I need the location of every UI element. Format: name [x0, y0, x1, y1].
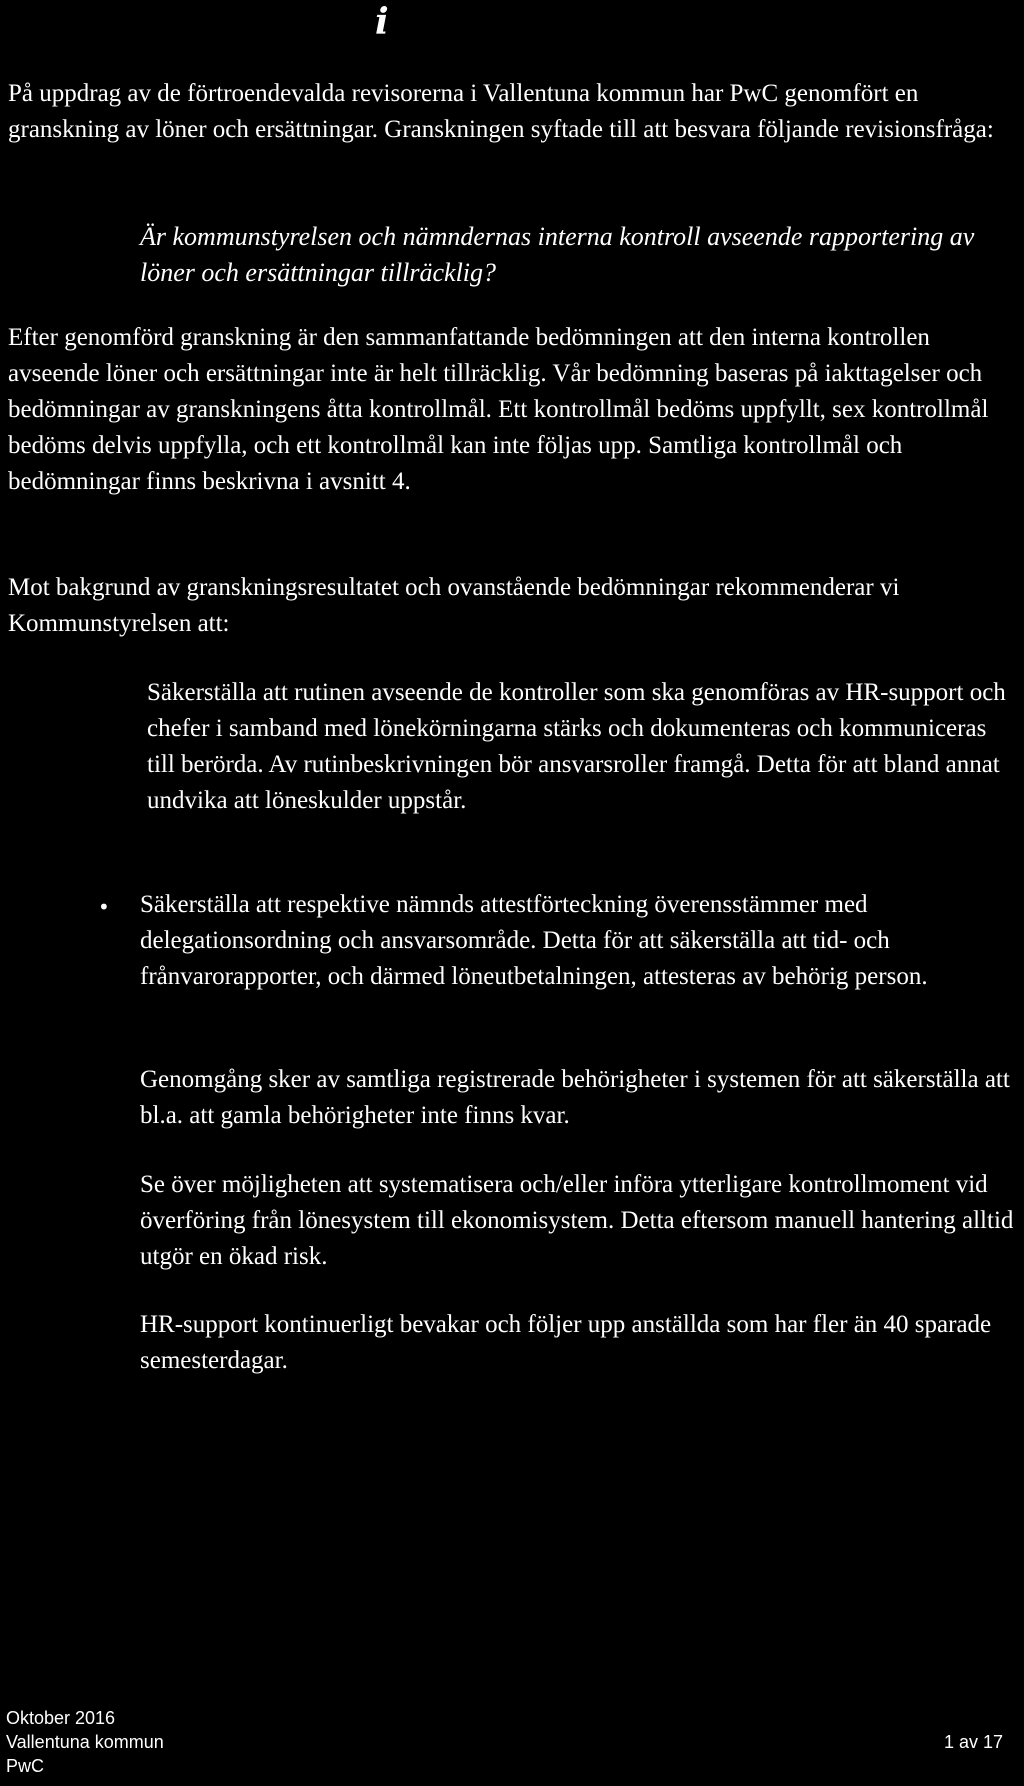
footer-organization: Vallentuna kommun [6, 1732, 164, 1752]
recommendation-text: Säkerställa att respektive nämnds attestförteckning överensstämmer med delegationsordning och ansvarsområde. Detta för att säkerställa att tid- och frånvarorapporter, och därmed löneutbetalningen, attesteras av behörig person. [140, 891, 928, 990]
assessment-paragraph: Efter genomförd granskning är den sammanfattande bedömningen att den interna kontrollen avseende löner och ersättningar inte är helt tillräcklig. Vår bedömning baseras på iakttagelser och bedömningar av granskningens åtta kontrollmål. Ett kontrollmål bedöms uppfyllt, sex kontrollmål bedöms delvis uppfylla, och ett kontrollmål kan inte följas upp. Samtliga kontrollmål och bedömningar finns beskrivna i avsnitt 4. [8, 324, 989, 495]
footer-meta [6, 1706, 164, 1778]
recommendation-text: Genomgång sker av samtliga registrerade behörigheter i systemen för att säkerställa att bl.a. att gamla behörigheter inte finns kvar. [140, 1066, 1010, 1129]
footer-date: Oktober 2016 [6, 1708, 116, 1728]
recommendation-text: Säkerställa att rutinen avseende de kontroller som ska genomföras av HR-support och chefer i samband med lönekörningarna stärks och dokumenteras och kommuniceras till berörda. Av rutinbeskrivningen bör ansvarsroller framgå. Detta för att bland annat undvika att löneskulder uppstår. [147, 679, 1006, 814]
page-number: 1 av 17 [944, 1732, 1004, 1752]
recommendation-intro: Mot bakgrund av granskningsresultatet och ovanstående bedömningar rekommenderar vi Kommunstyrelsen att: [8, 574, 900, 637]
recommendation-text: Se över möjligheten att systematisera och/eller införa ytterligare kontrollmoment vid överföring från lönesystem till ekonomisystem. Detta eftersom manuell hantering alltid utgör en ökad risk. [140, 1171, 1014, 1270]
audit-question: Är kommunstyrelsen och nämndernas interna kontroll avseende rapportering av löner och ersättningar tillräcklig? [140, 222, 975, 287]
list-bullet: • [98, 895, 110, 919]
recommendation-text: HR-support kontinuerligt bevakar och följer upp anställda som har fler än 40 sparade semesterdagar. [140, 1311, 992, 1374]
intro-paragraph: På uppdrag av de förtroendevalda revisorerna i Vallentuna kommun har PwC genomfört en granskning av löner och ersättningar. Granskningen syftade till att besvara följande revisionsfråga: [8, 80, 994, 143]
info-mark: i [375, 1, 389, 43]
footer-author: PwC [6, 1756, 45, 1776]
